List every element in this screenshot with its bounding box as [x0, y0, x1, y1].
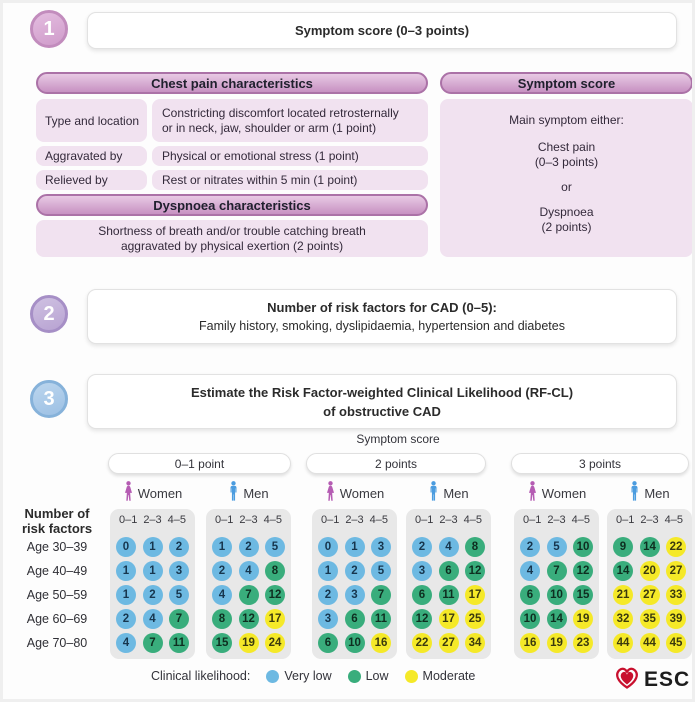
man-icon [428, 481, 439, 505]
gender-header-women [110, 481, 195, 505]
row-axis-label-line2: risk factors [21, 521, 93, 536]
chest-pain-row-content: Rest or nitrates within 5 min (1 point) [152, 170, 428, 190]
likelihood-value-row [116, 609, 189, 629]
likelihood-value-row [412, 561, 485, 581]
man-icon [228, 481, 239, 505]
likelihood-value-row [116, 561, 189, 581]
age-row-label: Age 70–80 [26, 636, 88, 650]
likelihood-cell-moderate: 27 [439, 633, 459, 653]
likelihood-cell-very-low: 2 [212, 561, 232, 581]
symptom-score-option2: Dyspnoea [539, 205, 594, 219]
step-2-number: 2 [43, 302, 55, 325]
esc-wordmark: ESC [644, 667, 691, 691]
age-row-label: Age 50–59 [26, 588, 88, 602]
likelihood-cell-moderate: 32 [613, 609, 633, 629]
likelihood-cell-very-low: 2 [318, 585, 338, 605]
risk-factor-range-header [318, 514, 391, 533]
risk-factor-range-label: 0–1 [214, 514, 234, 526]
likelihood-cell-low: 6 [520, 585, 540, 605]
likelihood-value-row [318, 537, 391, 557]
likelihood-value-row [116, 537, 189, 557]
likelihood-cell-moderate: 16 [371, 633, 391, 653]
chest-pain-row-label: Relieved by [36, 170, 147, 190]
likelihood-cell-moderate: 27 [666, 561, 686, 581]
gender-header-men [406, 481, 491, 505]
likelihood-cell-moderate: 21 [613, 585, 633, 605]
likelihood-cell-very-low: 1 [116, 561, 136, 581]
likelihood-cell-low: 7 [547, 561, 567, 581]
likelihood-cell-very-low: 5 [265, 537, 285, 557]
likelihood-cell-very-low: 4 [439, 537, 459, 557]
likelihood-cell-very-low: 5 [169, 585, 189, 605]
step-2-title: Number of risk factors for CAD (0–5): [267, 300, 497, 315]
likelihood-cell-low: 12 [412, 609, 432, 629]
woman-icon [325, 481, 336, 505]
row-axis-label-line1: Number of [24, 506, 90, 521]
chest-pain-row-content: Physical or emotional stress (1 point) [152, 146, 428, 166]
likelihood-value-row [520, 585, 593, 605]
likelihood-panel-score0-1-men [206, 509, 291, 659]
likelihood-cell-low: 10 [520, 609, 540, 629]
likelihood-cell-moderate: 25 [465, 609, 485, 629]
gender-header-women [312, 481, 397, 505]
step-1-badge [30, 10, 68, 48]
likelihood-cell-low: 14 [640, 537, 660, 557]
risk-factor-range-label: 4–5 [369, 514, 388, 526]
chest-pain-row-content-line2: or in neck, jaw, shoulder or arm (1 point) [162, 120, 377, 135]
gender-label: Men [243, 485, 269, 501]
likelihood-cell-moderate: 24 [265, 633, 285, 653]
likelihood-value-row [412, 585, 485, 605]
likelihood-cell-very-low: 3 [345, 585, 365, 605]
legend-item-label: Very low [284, 669, 332, 683]
legend-dot [348, 670, 361, 683]
dyspnoea-description-line2: aggravated by physical exertion (2 points) [120, 238, 344, 253]
step-3-title: Estimate the Risk Factor-weighted Clinical Likelihood (RF-CL) [190, 384, 574, 400]
step-3-subtitle: of obstructive CAD [323, 403, 441, 419]
likelihood-value-row [613, 561, 686, 581]
likelihood-value-row [318, 609, 391, 629]
likelihood-cell-very-low: 3 [318, 609, 338, 629]
likelihood-cell-moderate: 20 [640, 561, 660, 581]
likelihood-cell-moderate: 35 [640, 609, 660, 629]
risk-factor-range-header [116, 514, 189, 533]
likelihood-cell-low: 10 [345, 633, 365, 653]
likelihood-cell-very-low: 1 [345, 537, 365, 557]
legend-label: Clinical likelihood: [151, 669, 251, 683]
step-3-number: 3 [43, 387, 55, 410]
likelihood-cell-very-low: 2 [345, 561, 365, 581]
risk-factor-range-label: 4–5 [263, 514, 282, 526]
likelihood-cell-very-low: 2 [412, 537, 432, 557]
likelihood-cell-low: 11 [169, 633, 189, 653]
likelihood-cell-low: 12 [265, 585, 285, 605]
gender-label: Women [137, 485, 183, 501]
gender-label: Men [644, 485, 670, 501]
likelihood-cell-very-low: 1 [143, 561, 163, 581]
likelihood-value-row [520, 537, 593, 557]
likelihood-value-row [212, 561, 285, 581]
step-2-subtitle: Family history, smoking, dyslipidaemia, hypertension and diabetes [199, 319, 565, 333]
likelihood-cell-very-low: 3 [169, 561, 189, 581]
likelihood-cell-moderate: 33 [666, 585, 686, 605]
risk-factor-range-label: 2–3 [439, 514, 458, 526]
legend-item-label: Low [365, 669, 389, 683]
step-3-title-box [87, 374, 677, 429]
risk-factor-range-header [520, 514, 593, 533]
dyspnoea-description-line1: Shortness of breath and/or trouble catching breath [98, 223, 366, 238]
likelihood-cell-moderate: 22 [666, 537, 686, 557]
dyspnoea-section-header: Dyspnoea characteristics [36, 194, 428, 216]
likelihood-cell-moderate: 17 [265, 609, 285, 629]
risk-factor-range-label: 2–3 [640, 514, 659, 526]
row-axis-label [11, 506, 103, 536]
likelihood-value-row [212, 633, 285, 653]
symptom-score-pill: 2 points [306, 453, 486, 474]
age-labels-column [11, 537, 103, 657]
likelihood-cell-low: 6 [439, 561, 459, 581]
symptom-score-or: or [561, 180, 572, 194]
step-1-title-box [87, 12, 677, 49]
step-2-badge [30, 295, 68, 333]
likelihood-value-row [212, 585, 285, 605]
symptom-score-section-header: Symptom score [440, 72, 693, 94]
likelihood-cell-very-low: 4 [239, 561, 259, 581]
chest-pain-row-content-line1: Constricting discomfort located retrosternally [162, 105, 399, 120]
likelihood-cell-very-low: 4 [212, 585, 232, 605]
likelihood-cell-moderate: 17 [465, 585, 485, 605]
likelihood-value-row [212, 537, 285, 557]
age-row-label: Age 40–49 [26, 564, 88, 578]
symptom-score-pill: 0–1 point [108, 453, 291, 474]
likelihood-cell-moderate: 19 [547, 633, 567, 653]
step-3-badge [30, 380, 68, 418]
likelihood-panel-score3-women [514, 509, 599, 659]
likelihood-panel-score3-men [607, 509, 692, 659]
likelihood-cell-very-low: 2 [116, 609, 136, 629]
likelihood-cell-very-low: 3 [371, 537, 391, 557]
gender-label: Women [339, 485, 385, 501]
likelihood-cell-very-low: 5 [371, 561, 391, 581]
risk-factor-range-label: 0–1 [414, 514, 434, 526]
age-row-label: Age 30–39 [26, 540, 88, 554]
likelihood-cell-moderate: 34 [465, 633, 485, 653]
likelihood-cell-low: 11 [439, 585, 459, 605]
likelihood-panel-score0-1-women [110, 509, 195, 659]
risk-factor-range-header [613, 514, 686, 533]
risk-factor-range-header [212, 514, 285, 533]
likelihood-cell-moderate: 19 [239, 633, 259, 653]
likelihood-cell-low: 12 [573, 561, 593, 581]
clinical-likelihood-legend [151, 669, 475, 683]
likelihood-value-row [412, 609, 485, 629]
likelihood-value-row [520, 633, 593, 653]
likelihood-cell-very-low: 2 [169, 537, 189, 557]
likelihood-value-row [412, 537, 485, 557]
likelihood-cell-very-low: 0 [318, 537, 338, 557]
likelihood-cell-moderate: 23 [573, 633, 593, 653]
step-1-number: 1 [43, 17, 55, 40]
symptom-score-pill: 3 points [511, 453, 689, 474]
risk-factor-range-header [412, 514, 485, 533]
likelihood-cell-low: 9 [613, 537, 633, 557]
likelihood-cell-low: 14 [613, 561, 633, 581]
gender-label: Women [541, 485, 587, 501]
chest-pain-row-label: Type and location [36, 99, 147, 142]
gender-header-women [514, 481, 599, 505]
step-1-title: Symptom score (0–3 points) [294, 23, 470, 38]
risk-factor-range-label: 2–3 [239, 514, 258, 526]
likelihood-cell-moderate: 45 [666, 633, 686, 653]
likelihood-cell-low: 10 [547, 585, 567, 605]
likelihood-value-row [318, 585, 391, 605]
risk-factor-range-label: 2–3 [345, 514, 364, 526]
risk-factor-range-label: 4–5 [167, 514, 186, 526]
likelihood-cell-very-low: 2 [520, 537, 540, 557]
likelihood-cell-low: 11 [371, 609, 391, 629]
legend-item [266, 669, 331, 683]
likelihood-cell-low: 8 [465, 537, 485, 557]
risk-factor-range-label: 0–1 [320, 514, 340, 526]
likelihood-value-row [613, 537, 686, 557]
legend-dot [266, 670, 279, 683]
legend-items [266, 669, 475, 683]
symptom-score-option2-points: (2 points) [541, 220, 592, 234]
likelihood-cell-low: 7 [371, 585, 391, 605]
esc-heart-icon [613, 663, 641, 696]
chest-pain-row-content [152, 99, 428, 142]
likelihood-cell-low: 6 [345, 609, 365, 629]
symptom-score-option1: Chest pain [537, 140, 596, 154]
legend-item [405, 669, 476, 683]
likelihood-cell-very-low: 5 [547, 537, 567, 557]
likelihood-cell-moderate: 17 [439, 609, 459, 629]
likelihood-cell-low: 8 [212, 609, 232, 629]
likelihood-cell-low: 12 [239, 609, 259, 629]
likelihood-cell-very-low: 1 [212, 537, 232, 557]
age-row-label: Age 60–69 [26, 612, 88, 626]
likelihood-value-row [520, 609, 593, 629]
risk-factor-range-label: 2–3 [143, 514, 162, 526]
man-icon [629, 481, 640, 505]
likelihood-cell-low: 6 [412, 585, 432, 605]
likelihood-value-row [613, 585, 686, 605]
likelihood-cell-low: 7 [239, 585, 259, 605]
likelihood-cell-very-low: 2 [143, 585, 163, 605]
chest-pain-section-header: Chest pain characteristics [36, 72, 428, 94]
likelihood-cell-low: 15 [573, 585, 593, 605]
likelihood-value-row [116, 633, 189, 653]
likelihood-cell-very-low: 2 [239, 537, 259, 557]
likelihood-value-row [318, 633, 391, 653]
legend-item [348, 669, 389, 683]
woman-icon [527, 481, 538, 505]
likelihood-value-row [412, 633, 485, 653]
likelihood-cell-very-low: 3 [412, 561, 432, 581]
likelihood-value-row [613, 609, 686, 629]
legend-item-label: Moderate [422, 669, 476, 683]
likelihood-value-row [212, 609, 285, 629]
likelihood-cell-low: 14 [547, 609, 567, 629]
likelihood-cell-low: 12 [465, 561, 485, 581]
likelihood-cell-moderate: 22 [412, 633, 432, 653]
likelihood-cell-moderate: 44 [640, 633, 660, 653]
step-2-title-box [87, 289, 677, 344]
risk-factor-range-label: 4–5 [463, 514, 482, 526]
likelihood-value-row [116, 585, 189, 605]
likelihood-cell-low: 8 [265, 561, 285, 581]
esc-logo [613, 663, 690, 696]
likelihood-cell-moderate: 27 [640, 585, 660, 605]
likelihood-value-row [613, 633, 686, 653]
gender-label: Men [443, 485, 469, 501]
likelihood-cell-very-low: 0 [116, 537, 136, 557]
likelihood-cell-very-low: 4 [143, 609, 163, 629]
likelihood-cell-low: 10 [573, 537, 593, 557]
likelihood-panel-score2-women [312, 509, 397, 659]
likelihood-cell-low: 7 [143, 633, 163, 653]
risk-factor-range-label: 0–1 [118, 514, 138, 526]
table-title: Symptom score [356, 432, 440, 446]
likelihood-panel-score2-men [406, 509, 491, 659]
likelihood-value-row [520, 561, 593, 581]
risk-factor-range-label: 0–1 [615, 514, 635, 526]
likelihood-cell-very-low: 1 [116, 585, 136, 605]
likelihood-cell-moderate: 16 [520, 633, 540, 653]
symptom-score-intro: Main symptom either: [509, 113, 624, 127]
likelihood-cell-very-low: 1 [318, 561, 338, 581]
dyspnoea-description [36, 220, 428, 257]
likelihood-cell-very-low: 1 [143, 537, 163, 557]
likelihood-cell-low: 15 [212, 633, 232, 653]
legend-dot [405, 670, 418, 683]
chest-pain-row-label: Aggravated by [36, 146, 147, 166]
likelihood-cell-very-low: 4 [116, 633, 136, 653]
symptom-score-option1-points: (0–3 points) [534, 155, 599, 169]
risk-factor-range-label: 4–5 [571, 514, 590, 526]
likelihood-cell-low: 7 [169, 609, 189, 629]
gender-header-men [607, 481, 692, 505]
risk-factor-range-label: 2–3 [547, 514, 566, 526]
symptom-score-summary [440, 99, 693, 257]
likelihood-cell-very-low: 4 [520, 561, 540, 581]
likelihood-value-row [318, 561, 391, 581]
likelihood-cell-moderate: 44 [613, 633, 633, 653]
risk-factor-range-label: 0–1 [522, 514, 542, 526]
likelihood-cell-moderate: 39 [666, 609, 686, 629]
woman-icon [123, 481, 134, 505]
gender-header-men [206, 481, 291, 505]
risk-factor-range-label: 4–5 [664, 514, 683, 526]
likelihood-cell-low: 6 [318, 633, 338, 653]
likelihood-cell-moderate: 19 [573, 609, 593, 629]
